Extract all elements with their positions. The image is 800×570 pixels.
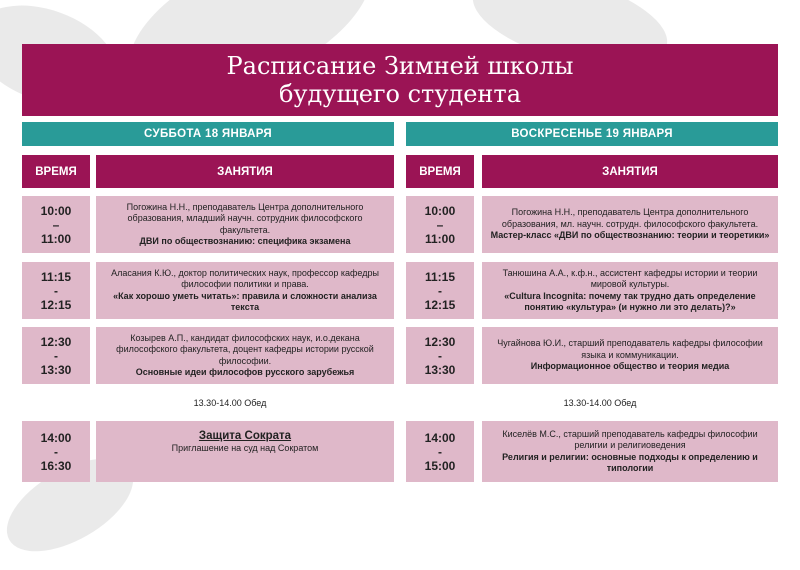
session-topic: ДВИ по обществознанию: специфика экзамена <box>139 236 351 246</box>
session-subtitle: Приглашение на суд над Сократом <box>171 442 319 453</box>
time-start: 11:15 <box>424 269 456 284</box>
lecturer-info: Аласания К.Ю., доктор политических наук, профессор кафедры философии политики и права. <box>111 267 379 289</box>
session-time <box>406 262 474 319</box>
time-start: 14:00 <box>424 430 456 445</box>
session-time <box>22 262 90 319</box>
time-end: 12:15 <box>424 297 456 312</box>
time-column-header: ВРЕМЯ <box>22 155 90 188</box>
time-separator: - <box>54 348 58 363</box>
time-end: 13:30 <box>424 362 456 377</box>
time-separator: – <box>52 217 60 232</box>
time-start: 12:30 <box>40 334 72 349</box>
session-topic: Основные идеи философов русского зарубежья <box>135 367 355 377</box>
session-description <box>96 196 394 253</box>
time-end: 16:30 <box>40 458 72 473</box>
lecturer-info: Танюшина А.А., к.ф.н., ассистент кафедры истории и теории мировой культуры. <box>502 267 758 289</box>
lecturer-info: Козырев А.П., кандидат философских наук, и.о.декана философского факультета, доцент кафедры истории русской философии. <box>116 332 374 366</box>
session-topic: Религия и религии: основные подходы к определению и типологии <box>502 451 758 473</box>
time-separator: - <box>438 348 442 363</box>
classes-column-header: ЗАНЯТИЯ <box>96 155 394 188</box>
session-topic: «Как хорошо уметь читать»: правила и сложности анализа текста <box>113 290 377 312</box>
time-column-header: ВРЕМЯ <box>406 155 474 188</box>
title-line-2: будущего студента <box>278 80 522 108</box>
session-description <box>482 262 778 319</box>
time-separator: - <box>438 444 442 459</box>
session-description <box>96 262 394 319</box>
session-description <box>482 327 778 384</box>
session-time <box>406 421 474 482</box>
session-description <box>96 327 394 384</box>
page-title <box>22 44 778 116</box>
session-description <box>482 421 778 482</box>
time-separator: - <box>54 444 58 459</box>
time-end: 15:00 <box>424 458 456 473</box>
time-end: 11:00 <box>40 231 72 246</box>
session-time <box>406 327 474 384</box>
session-time <box>22 196 90 253</box>
classes-column-header: ЗАНЯТИЯ <box>482 155 778 188</box>
time-end: 12:15 <box>40 297 72 312</box>
time-separator: – <box>436 217 444 232</box>
lecturer-info: Погожина Н.Н., преподаватель Центра дополнительного образования, младший научн. сотрудник философского факультета. <box>126 201 364 235</box>
session-topic: Информационное общество и теория медиа <box>530 361 730 372</box>
time-start: 10:00 <box>40 203 72 218</box>
session-time <box>22 327 90 384</box>
time-end: 11:00 <box>424 231 456 246</box>
day-header-saturday: СУББОТА 18 ЯНВАРЯ <box>22 122 394 146</box>
time-end: 13:30 <box>40 362 72 377</box>
session-title: Защита Сократа <box>198 430 292 442</box>
lunch-break: 13.30-14.00 Обед <box>563 398 637 408</box>
time-start: 14:00 <box>40 430 72 445</box>
time-start: 11:15 <box>40 269 72 284</box>
session-time <box>22 421 90 482</box>
session-description <box>96 421 394 482</box>
lunch-break: 13.30-14.00 Обед <box>193 398 267 408</box>
lecturer-info: Чугайнова Ю.И., старший преподаватель кафедры философии языка и коммуникации. <box>497 338 763 360</box>
session-topic: Мастер-класс «ДВИ по обществознанию: теории и теоретики» <box>490 230 770 241</box>
time-start: 12:30 <box>424 334 456 349</box>
time-separator: - <box>54 283 58 298</box>
lecturer-info: Погожина Н.Н., преподаватель Центра дополнительного образования, мл. научн. сотрудн. философского факультета. <box>501 207 759 229</box>
session-description <box>482 196 778 253</box>
session-time <box>406 196 474 253</box>
day-header-sunday: ВОСКРЕСЕНЬЕ 19 ЯНВАРЯ <box>406 122 778 146</box>
time-separator: - <box>438 283 442 298</box>
session-topic: «Cultura Incognita: почему так трудно дать определение понятию «культура» (и нужно ли это делать)?» <box>504 290 756 312</box>
title-line-1: Расписание Зимней школы <box>226 52 574 80</box>
lecturer-info: Киселёв М.С., старший преподаватель кафедры философии религии и религиоведения <box>502 428 758 450</box>
time-start: 10:00 <box>424 203 456 218</box>
